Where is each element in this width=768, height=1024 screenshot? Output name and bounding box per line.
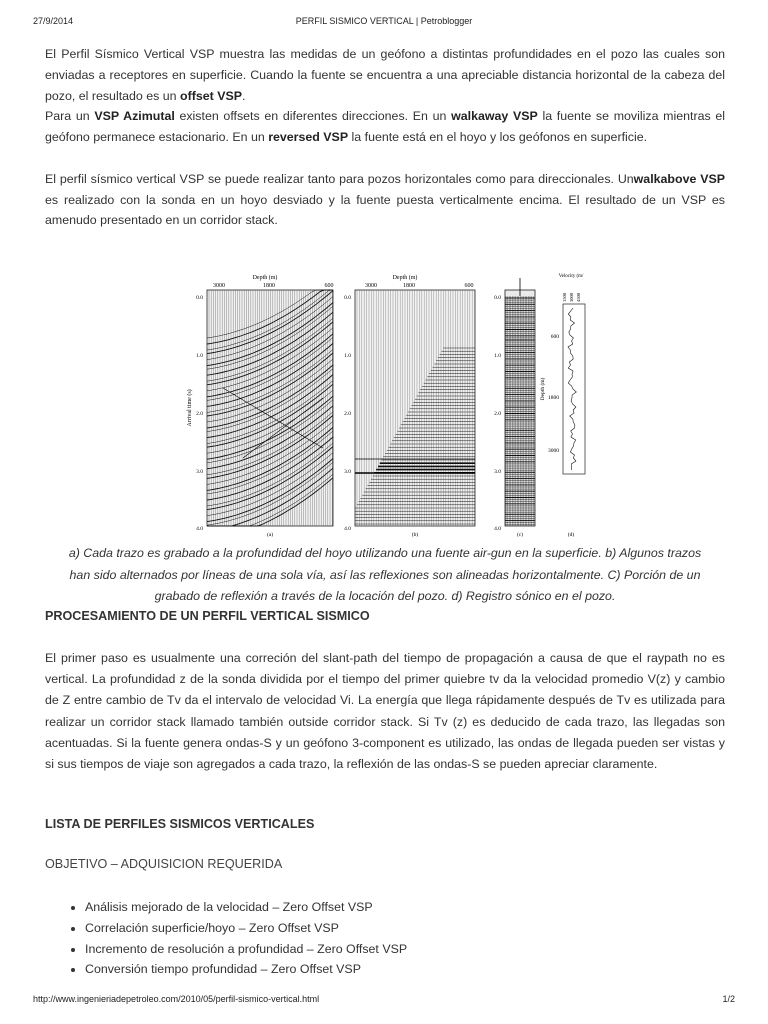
panel-b-tick-1800: 1800	[403, 283, 415, 289]
panel-b-label: (b)	[411, 532, 419, 538]
print-header	[0, 16, 768, 30]
panel-a-label: (a)	[266, 532, 274, 538]
text: El Perfil Sísmico Vertical VSP muestra las medidas de un geófono a distintas profundidades en el pozo las cuales son enviadas a receptores en superficie. Cuando la fuente se encuentra a una apreciable distancia horizontal de la cabeza del pozo, el resultado es un	[45, 47, 725, 103]
panel-a-tick-3000: 3000	[213, 283, 225, 289]
list-item: • Incremento de resolución a profundidad – Zero Offset VSP	[85, 939, 725, 960]
text: El perfil sísmico vertical VSP se puede realizar tanto para pozos horizontales como para direccionales. Un	[45, 171, 634, 186]
print-date: 27/9/2014	[33, 16, 74, 26]
panel-a-time-1: 1.0	[196, 353, 203, 359]
panel-b-time-4: 4.0	[344, 526, 351, 532]
panel-b-tick-600: 600	[464, 283, 474, 289]
text: existen offsets en diferentes direcciones. En un	[174, 109, 452, 124]
term-walkaway-vsp: walkaway VSP	[451, 109, 538, 124]
panel-c-time-1: 1.0	[494, 353, 501, 359]
panel-a-y-axis-label: Arrival time (s)	[187, 389, 193, 427]
panel-d-depth-600: 600	[550, 334, 559, 340]
panel-a	[186, 274, 334, 538]
panel-a-time-3: 3.0	[196, 469, 203, 475]
panel-d-velocity-4500: 4500	[576, 293, 581, 302]
vsp-figure-image	[183, 268, 593, 540]
paragraph-walkabove	[45, 169, 725, 231]
panel-a-time-4: 4.0	[196, 526, 203, 532]
panel-d-velocity-3000: 3000	[569, 293, 574, 302]
paragraph-vsp-types	[45, 106, 725, 148]
term-vsp-azimutal: VSP Azimutal	[94, 109, 175, 124]
text: es realizado con la sonda en un hoyo desviado y la fuente puesta verticalmente encima. El resultado de un VSP es amenudo presentado en un corridor stack.	[45, 192, 725, 228]
print-footer	[0, 994, 768, 1008]
caption-line-3: grabado de reflexión a través de la locación del pozo. d) Registro sónico en el pozo.	[154, 589, 616, 603]
panel-c-label: (c)	[516, 532, 524, 538]
panel-a-time-2: 2.0	[196, 411, 203, 417]
text: Para un	[45, 109, 95, 124]
list-item: • Conversión tiempo profundidad – Zero Offset VSP	[85, 959, 725, 980]
text: la fuente está en el hoyo y los geófonos en superficie.	[348, 130, 648, 145]
section-body-procesamiento: El primer paso es usualmente una correción del slant-path del tiempo de propagación a causa de que el raypath no es vertical. La profundidad z de la sonda dividida por el tiempo del primer quiebre tv da la velocidad promedio V(z) y cambio de Z entre cambio de Tv da el intervalo de velocidad Vi. La energía que llega rápidamente después de Tv es utilizada para realizar un corridor stack llamado también outside corridor stack. Si Tv (z) es deducido de cada trazo, las llegadas son acentuadas. Si la fuente genera ondas-S y un geófono 3-component es utilizado, las ondas de llegada pueden ser vistas y si sus tiempos de viaje son agregados a cada trazo, la reflexión de las ondas-S se pueden apreciar claramente.	[45, 651, 725, 772]
paragraph-offset-vsp	[45, 44, 725, 106]
list-item: • Análisis mejorado de la velocidad – Zero Offset VSP	[85, 897, 725, 918]
print-page-number: 1/2	[722, 994, 735, 1004]
panel-d-depth-axis-label: Depth (m)	[540, 377, 546, 401]
term-offset-vsp: offset VSP	[180, 88, 242, 103]
vsp-objectives-list	[45, 897, 725, 980]
panel-b-tick-3000: 3000	[365, 283, 377, 289]
section-title-lista: LISTA DE PERFILES SISMICOS VERTICALES	[45, 817, 315, 831]
term-reversed-vsp: reversed VSP	[268, 130, 349, 145]
print-page-title: PERFIL SISMICO VERTICAL | Petroblogger	[295, 16, 473, 26]
print-url: http://www.ingenieriadepetroleo.com/2010/05/perfil-sismico-vertical.html	[33, 994, 320, 1004]
panel-d-velocity-label: Velocity (m/	[558, 274, 584, 279]
panel-b	[344, 274, 475, 538]
text: la fuente se moviliza mientras el geófono permanece estacionario. En un	[45, 109, 725, 145]
text: .	[241, 88, 246, 103]
caption-line-1: a) Cada trazo es grabado a la profundidad del hoyo utilizando una fuente air-gun en la superficie. b) Algunos trazos	[68, 546, 702, 560]
list-item: • Correlación superficie/hoyo – Zero Offset VSP	[85, 918, 725, 939]
term-walkabove-vsp: walkabove VSP	[633, 171, 725, 186]
article-intro	[45, 44, 725, 231]
panel-c-time-3: 3.0	[494, 469, 501, 475]
panel-c-time-0: 0.0	[494, 295, 501, 301]
panel-b-depth-label: Depth (m)	[392, 275, 418, 281]
list-subheading: OBJETIVO – ADQUISICION REQUERIDA	[45, 857, 283, 871]
panel-a-tick-600: 600	[324, 283, 334, 289]
panel-d-depth-1800: 1800	[548, 395, 559, 401]
panel-b-time-2: 2.0	[344, 411, 351, 417]
panel-a-tick-1800: 1800	[263, 283, 275, 289]
panel-c-time-2: 2.0	[494, 411, 501, 417]
panel-d-label: (d)	[567, 532, 575, 538]
panel-b-time-0: 0.0	[344, 295, 351, 301]
figure-caption	[45, 543, 725, 608]
panel-d-depth-3000: 3000	[548, 448, 559, 454]
section-title-procesamiento: PROCESAMIENTO DE UN PERFIL VERTICAL SISMICO	[45, 609, 370, 623]
panel-a-time-0: 0.0	[196, 295, 203, 301]
panel-b-time-3: 3.0	[344, 469, 351, 475]
panel-b-time-1: 1.0	[344, 353, 351, 359]
vsp-figure	[183, 268, 593, 540]
panel-a-depth-label: Depth (m)	[252, 275, 278, 281]
panel-c-time-4: 4.0	[494, 526, 501, 532]
panel-d-velocity-1500: 1500	[562, 293, 567, 302]
caption-line-2: han sido alternados por líneas de una sola vía, así las reflexiones son alineadas horizontalmente. C) Porción de un	[69, 567, 701, 582]
